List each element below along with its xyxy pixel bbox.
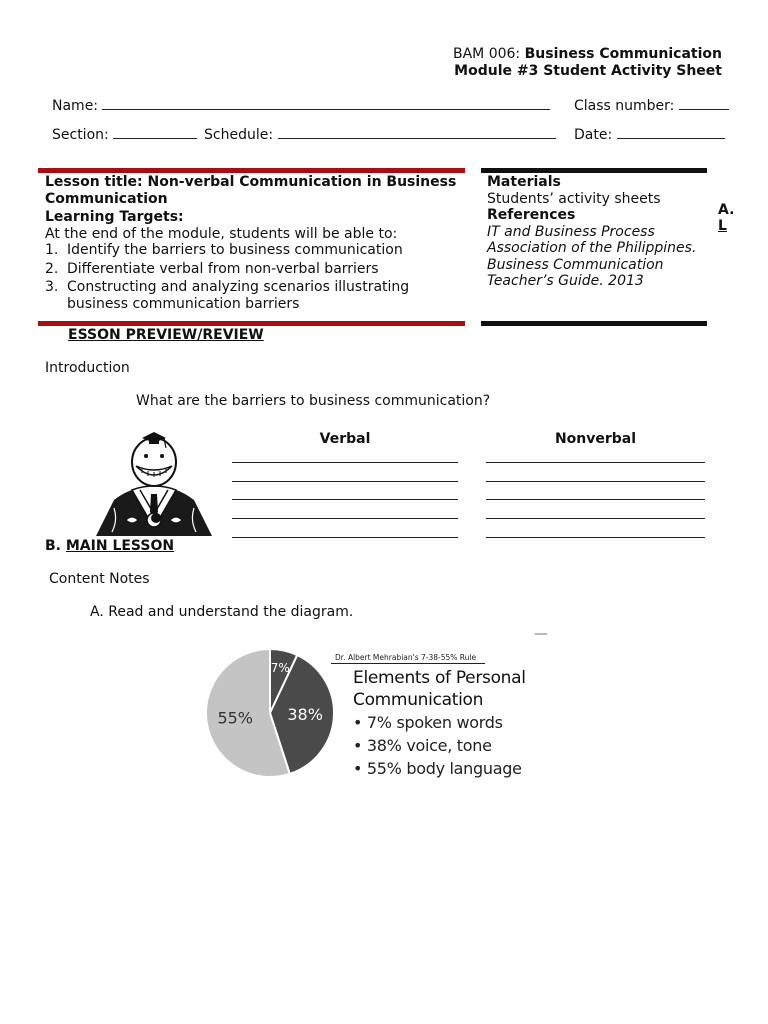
- date-field[interactable]: [574, 125, 725, 143]
- diagram-title-line1: Elements of Personal: [353, 668, 526, 688]
- main-lesson-heading: [45, 538, 174, 554]
- name-field[interactable]: [52, 96, 550, 114]
- verbal-answer-line[interactable]: [232, 462, 458, 463]
- verbal-answer-line[interactable]: [232, 481, 458, 482]
- diagram-bullet: • 55% body language: [353, 759, 522, 778]
- schedule-field[interactable]: [204, 125, 556, 143]
- name-blank[interactable]: [102, 96, 550, 110]
- lesson-box-top-border: [38, 168, 465, 173]
- pie-label-voice-tone: 38%: [287, 705, 323, 725]
- lesson-box: [45, 174, 460, 312]
- materials-box-bottom-border: [481, 321, 707, 326]
- side-fragment: [718, 202, 734, 234]
- module-title: Module #3 Student Activity Sheet: [454, 63, 722, 79]
- content-notes-label: Content Notes: [49, 571, 150, 587]
- lesson-title: Lesson title: Non-verbal Communication in Business Communication: [45, 174, 457, 207]
- section-field[interactable]: [52, 125, 197, 143]
- nonverbal-answer-line[interactable]: [486, 481, 705, 482]
- schedule-label: Schedule:: [204, 127, 274, 143]
- list-item: 2. Differentiate verbal from non-verbal barriers: [45, 260, 379, 277]
- schedule-blank[interactable]: [278, 125, 556, 139]
- nonverbal-answer-line[interactable]: [486, 462, 705, 463]
- pie-label-body-language: 55%: [217, 708, 254, 728]
- class-number-label: Class number:: [574, 98, 675, 114]
- materials-box-top-border: [481, 168, 707, 173]
- learning-targets-intro: At the end of the module, students will be able to:: [45, 225, 398, 242]
- list-item: 3. Constructing and analyzing scenarios illustrating business communication barriers: [45, 279, 410, 312]
- diagram-instruction: A. Read and understand the diagram.: [90, 604, 354, 620]
- nonverbal-column-heading: Nonverbal: [554, 431, 637, 447]
- date-blank[interactable]: [617, 125, 725, 139]
- rule-caption: Dr. Albert Mehrabian's 7-38-55% Rule: [331, 653, 485, 664]
- references-text: IT and Business Process Association of the Philippines. Business Communication Teacher’s Guide. 2013: [487, 223, 697, 289]
- nonverbal-answer-line[interactable]: [486, 537, 705, 538]
- main-lesson-title: MAIN LESSON: [65, 538, 175, 554]
- learning-targets-list: [45, 242, 460, 312]
- section-blank[interactable]: [113, 125, 197, 139]
- date-label: Date:: [574, 127, 613, 143]
- verbal-answer-line[interactable]: [232, 518, 458, 519]
- diagram-bullet: • 38% voice, tone: [353, 736, 492, 755]
- side-fragment-l: L: [718, 218, 727, 234]
- diagram-title-line2: Communication: [353, 690, 484, 710]
- pie-chart: [200, 642, 340, 784]
- materials-text: Students’ activity sheets: [487, 190, 661, 207]
- class-number-blank[interactable]: [679, 96, 729, 110]
- verbal-answer-line[interactable]: [232, 499, 458, 500]
- learning-targets-heading: Learning Targets:: [45, 209, 184, 225]
- list-item: 1. Identify the barriers to business communication: [45, 242, 403, 258]
- lesson-box-bottom-border: [38, 321, 465, 326]
- nonverbal-answer-line[interactable]: [486, 518, 705, 519]
- section-label: Section:: [52, 127, 109, 143]
- references-heading: References: [487, 207, 576, 223]
- class-number-field[interactable]: [574, 96, 729, 114]
- pie-label-spoken-words: 7%: [270, 660, 290, 675]
- verbal-column-heading: Verbal: [319, 431, 371, 447]
- course-code: BAM 006:: [452, 46, 525, 62]
- diagram-bullet: • 7% spoken words: [353, 713, 503, 732]
- side-fragment-a: A.: [718, 202, 735, 218]
- diagram-text: [331, 653, 526, 780]
- stray-dash: —: [534, 626, 548, 642]
- nonverbal-answer-line[interactable]: [486, 499, 705, 500]
- document-header: [453, 46, 722, 80]
- course-title: Business Communication: [524, 46, 722, 62]
- teacher-mascot-illustration: [92, 428, 216, 538]
- materials-box: [487, 174, 703, 290]
- lesson-preview-heading: ESSON PREVIEW/REVIEW: [68, 327, 264, 343]
- mascot-icon: [92, 428, 216, 538]
- name-label: Name:: [52, 98, 99, 114]
- main-lesson-prefix: B.: [45, 538, 66, 554]
- verbal-answer-line[interactable]: [232, 537, 458, 538]
- intro-question: What are the barriers to business communication?: [136, 393, 491, 409]
- introduction-label: Introduction: [45, 360, 130, 376]
- materials-heading: Materials: [487, 174, 561, 190]
